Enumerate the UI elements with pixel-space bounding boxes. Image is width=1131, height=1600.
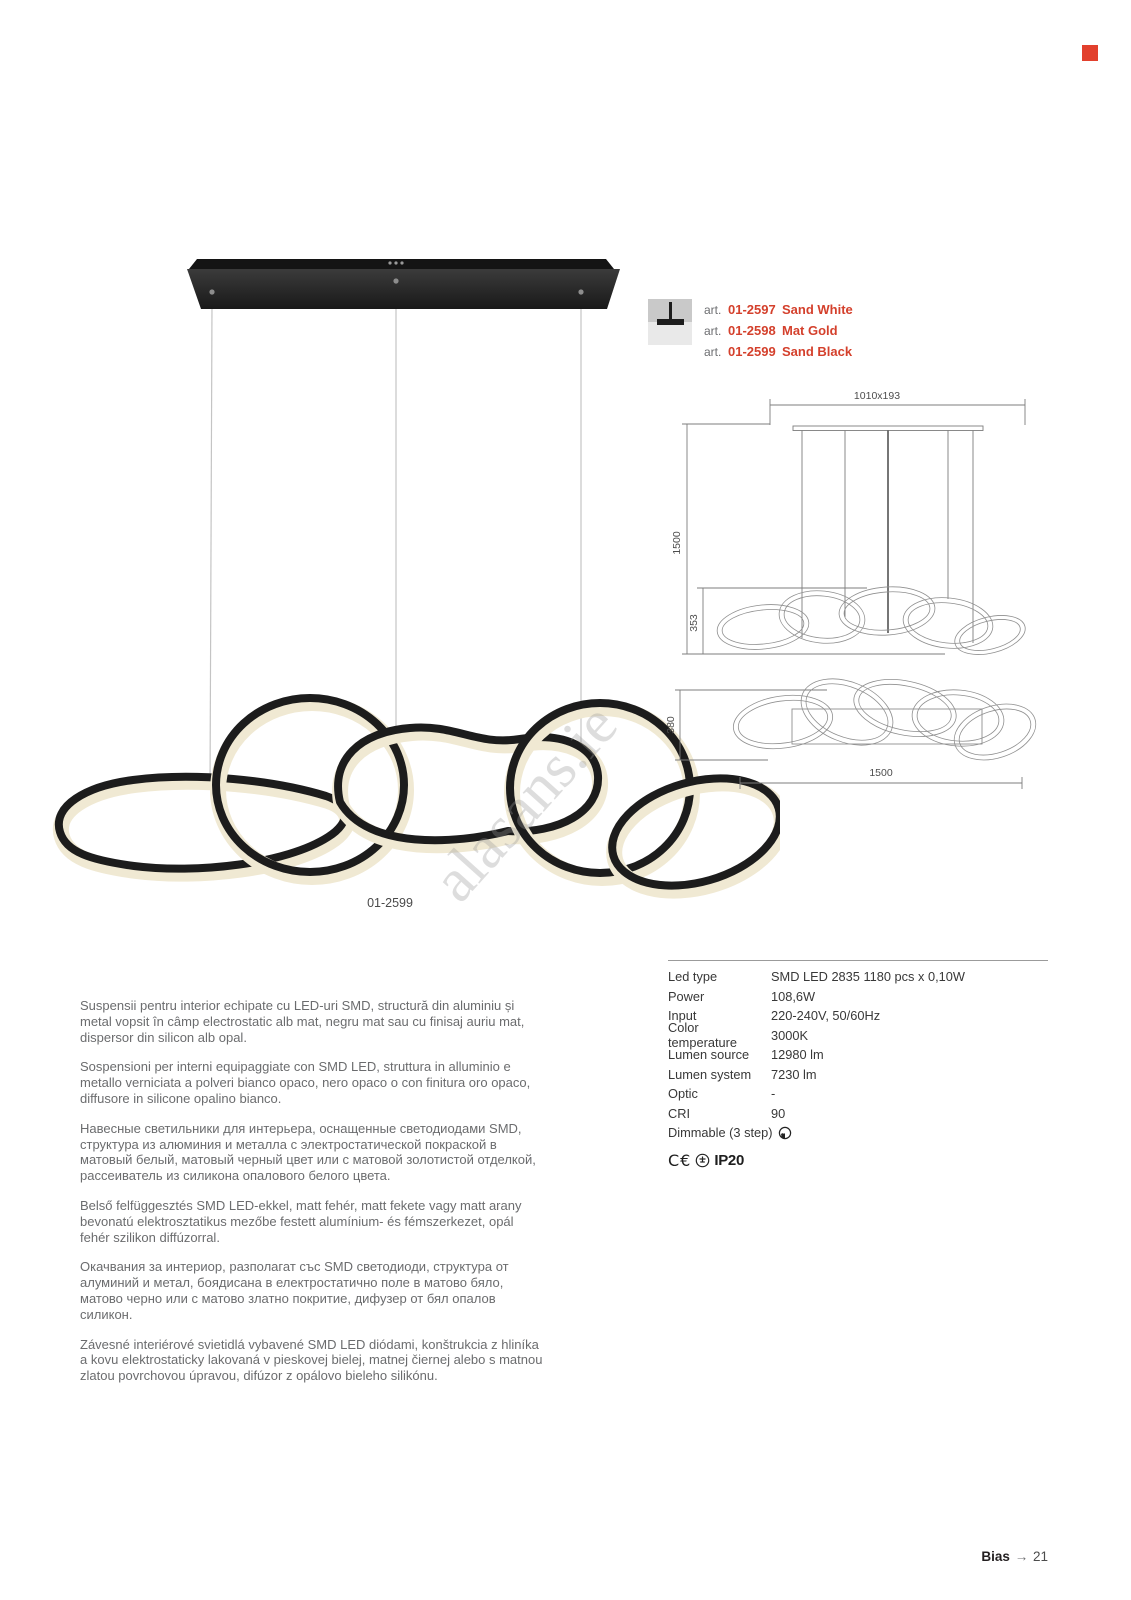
art-finish: Sand White — [782, 302, 853, 317]
spec-value: 7230 lm — [771, 1066, 817, 1082]
ring-1 — [59, 777, 347, 874]
spec-table — [668, 960, 1048, 1171]
spec-value: 3000K — [771, 1027, 809, 1043]
dimension-drawing-top — [650, 660, 1050, 795]
art-prefix: art. — [704, 324, 722, 338]
sketch-rings-front — [715, 584, 1029, 661]
photo-caption: 01-2599 — [367, 896, 413, 910]
art-code: 01-2597 — [728, 302, 776, 317]
spec-value: - — [771, 1086, 776, 1102]
art-code: 01-2599 — [728, 344, 776, 359]
dim-height-body: 353 — [688, 614, 700, 632]
page-footer — [981, 1549, 1048, 1564]
spec-row — [668, 1123, 1048, 1143]
dim-height-total: 1500 — [671, 531, 683, 555]
spec-value: 220-240V, 50/60Hz — [771, 1008, 881, 1024]
description-it: Sospensioni per interni equipaggiate con SMD LED, struttura in alluminio e metallo verniciata a polveri bianco opaco, nero opaco o con finitura oro opaco, diffusore in silicone opalino bianco. — [80, 1059, 531, 1106]
spec-row — [668, 1045, 1048, 1065]
watermark: alasans.ie — [419, 691, 631, 915]
spec-value: 108,6W — [771, 988, 816, 1004]
description-bg: Окачвания за интериор, разполагат със SMD светодиоди, структура от алуминий и метал, боядисана в електростатично поле в матово бяло, матово черно или с матово златно покритие, дифузер от бял опалов силикон. — [80, 1259, 509, 1322]
spec-label: Optic — [668, 1086, 698, 1102]
spec-value: SMD LED 2835 1180 pcs x 0,10W — [771, 969, 965, 985]
spec-label: Led type — [668, 969, 718, 985]
spec-row — [668, 1020, 1048, 1051]
description-column — [80, 998, 543, 1398]
spec-label: Lumen system — [668, 1066, 752, 1082]
spec-label: Lumen source — [668, 1047, 750, 1063]
spec-label: Dimmable (3 step) — [668, 1125, 773, 1141]
description-hu: Belső felfüggesztés SMD LED-ekkel, matt fehér, matt fekete vagy matt arany bevonatú elektrosztatikus mezőbe festett alumínium- és fémszerkezet, opál fehér szilikon diffúzorral. — [80, 1197, 522, 1245]
spec-label: Input — [668, 1008, 697, 1024]
ip-rating: IP20 — [714, 1152, 745, 1169]
description-ro: Suspensii pentru interior echipate cu LED-uri SMD, structură din aluminiu și metal vopsit în câmp electrostatic alb mat, negru mat sau cu finisaj auriu mat, dispersor din silicon alb opal. — [80, 998, 525, 1045]
pendant-mount-icon — [648, 299, 692, 345]
spec-row — [668, 967, 1048, 987]
article-list — [704, 302, 1034, 365]
dimmable-icon — [778, 1126, 1048, 1140]
spec-row — [668, 987, 1048, 1007]
spec-row — [668, 1104, 1048, 1124]
product-name: Bias — [981, 1549, 1010, 1564]
dim-depth-top: 380 — [665, 716, 677, 734]
spec-label: Color temperature — [668, 1020, 737, 1051]
spec-row — [668, 1084, 1048, 1104]
article-row — [704, 344, 1034, 365]
sketch-rings-top — [730, 666, 1043, 770]
page-corner-mark — [1082, 45, 1098, 61]
art-prefix: art. — [704, 345, 722, 359]
description-sk: Závesné interiérové svietidlá vybavené SMD LED diódami, konštrukcia z hliníka a kovu elektrostaticky lakovaná v pieskovej bielej, matnej čiernej alebo s matnou zlatou povrchovou úpravou, difúzor z opálovo bieleho silikónu. — [80, 1336, 543, 1384]
spec-value: 90 — [771, 1105, 786, 1121]
ceiling-canopy — [187, 259, 620, 309]
art-code: 01-2598 — [728, 323, 776, 338]
article-row — [704, 302, 1034, 323]
dim-width-front: 1010x193 — [853, 390, 901, 402]
arrow-icon: → — [1014, 1549, 1029, 1564]
dimension-drawing-front — [650, 385, 1050, 675]
art-finish: Mat Gold — [782, 323, 838, 338]
art-prefix: art. — [704, 303, 722, 317]
description-ru: Навесные светильники для интерьера, оснащенные светодиодами SMD, структура из алюминия и металла с электростатической покраской в матовый белый, матовый черный цвет или с матовой золотистой отделкой, рассеиватель из силикона опалового белого цвета. — [80, 1120, 536, 1184]
spec-label: CRI — [668, 1105, 691, 1121]
ce-mark: C€ — [668, 1151, 692, 1170]
dim-width-top: 1500 — [869, 767, 893, 779]
art-finish: Sand Black — [782, 344, 853, 359]
spec-value: 12980 lm — [771, 1047, 824, 1063]
spec-label: Power — [668, 988, 705, 1004]
article-row — [704, 323, 1034, 344]
spec-row — [668, 1065, 1048, 1085]
certifications — [668, 1151, 1048, 1171]
certification-circle-icon — [695, 1153, 710, 1168]
page-number: 21 — [1032, 1549, 1048, 1564]
